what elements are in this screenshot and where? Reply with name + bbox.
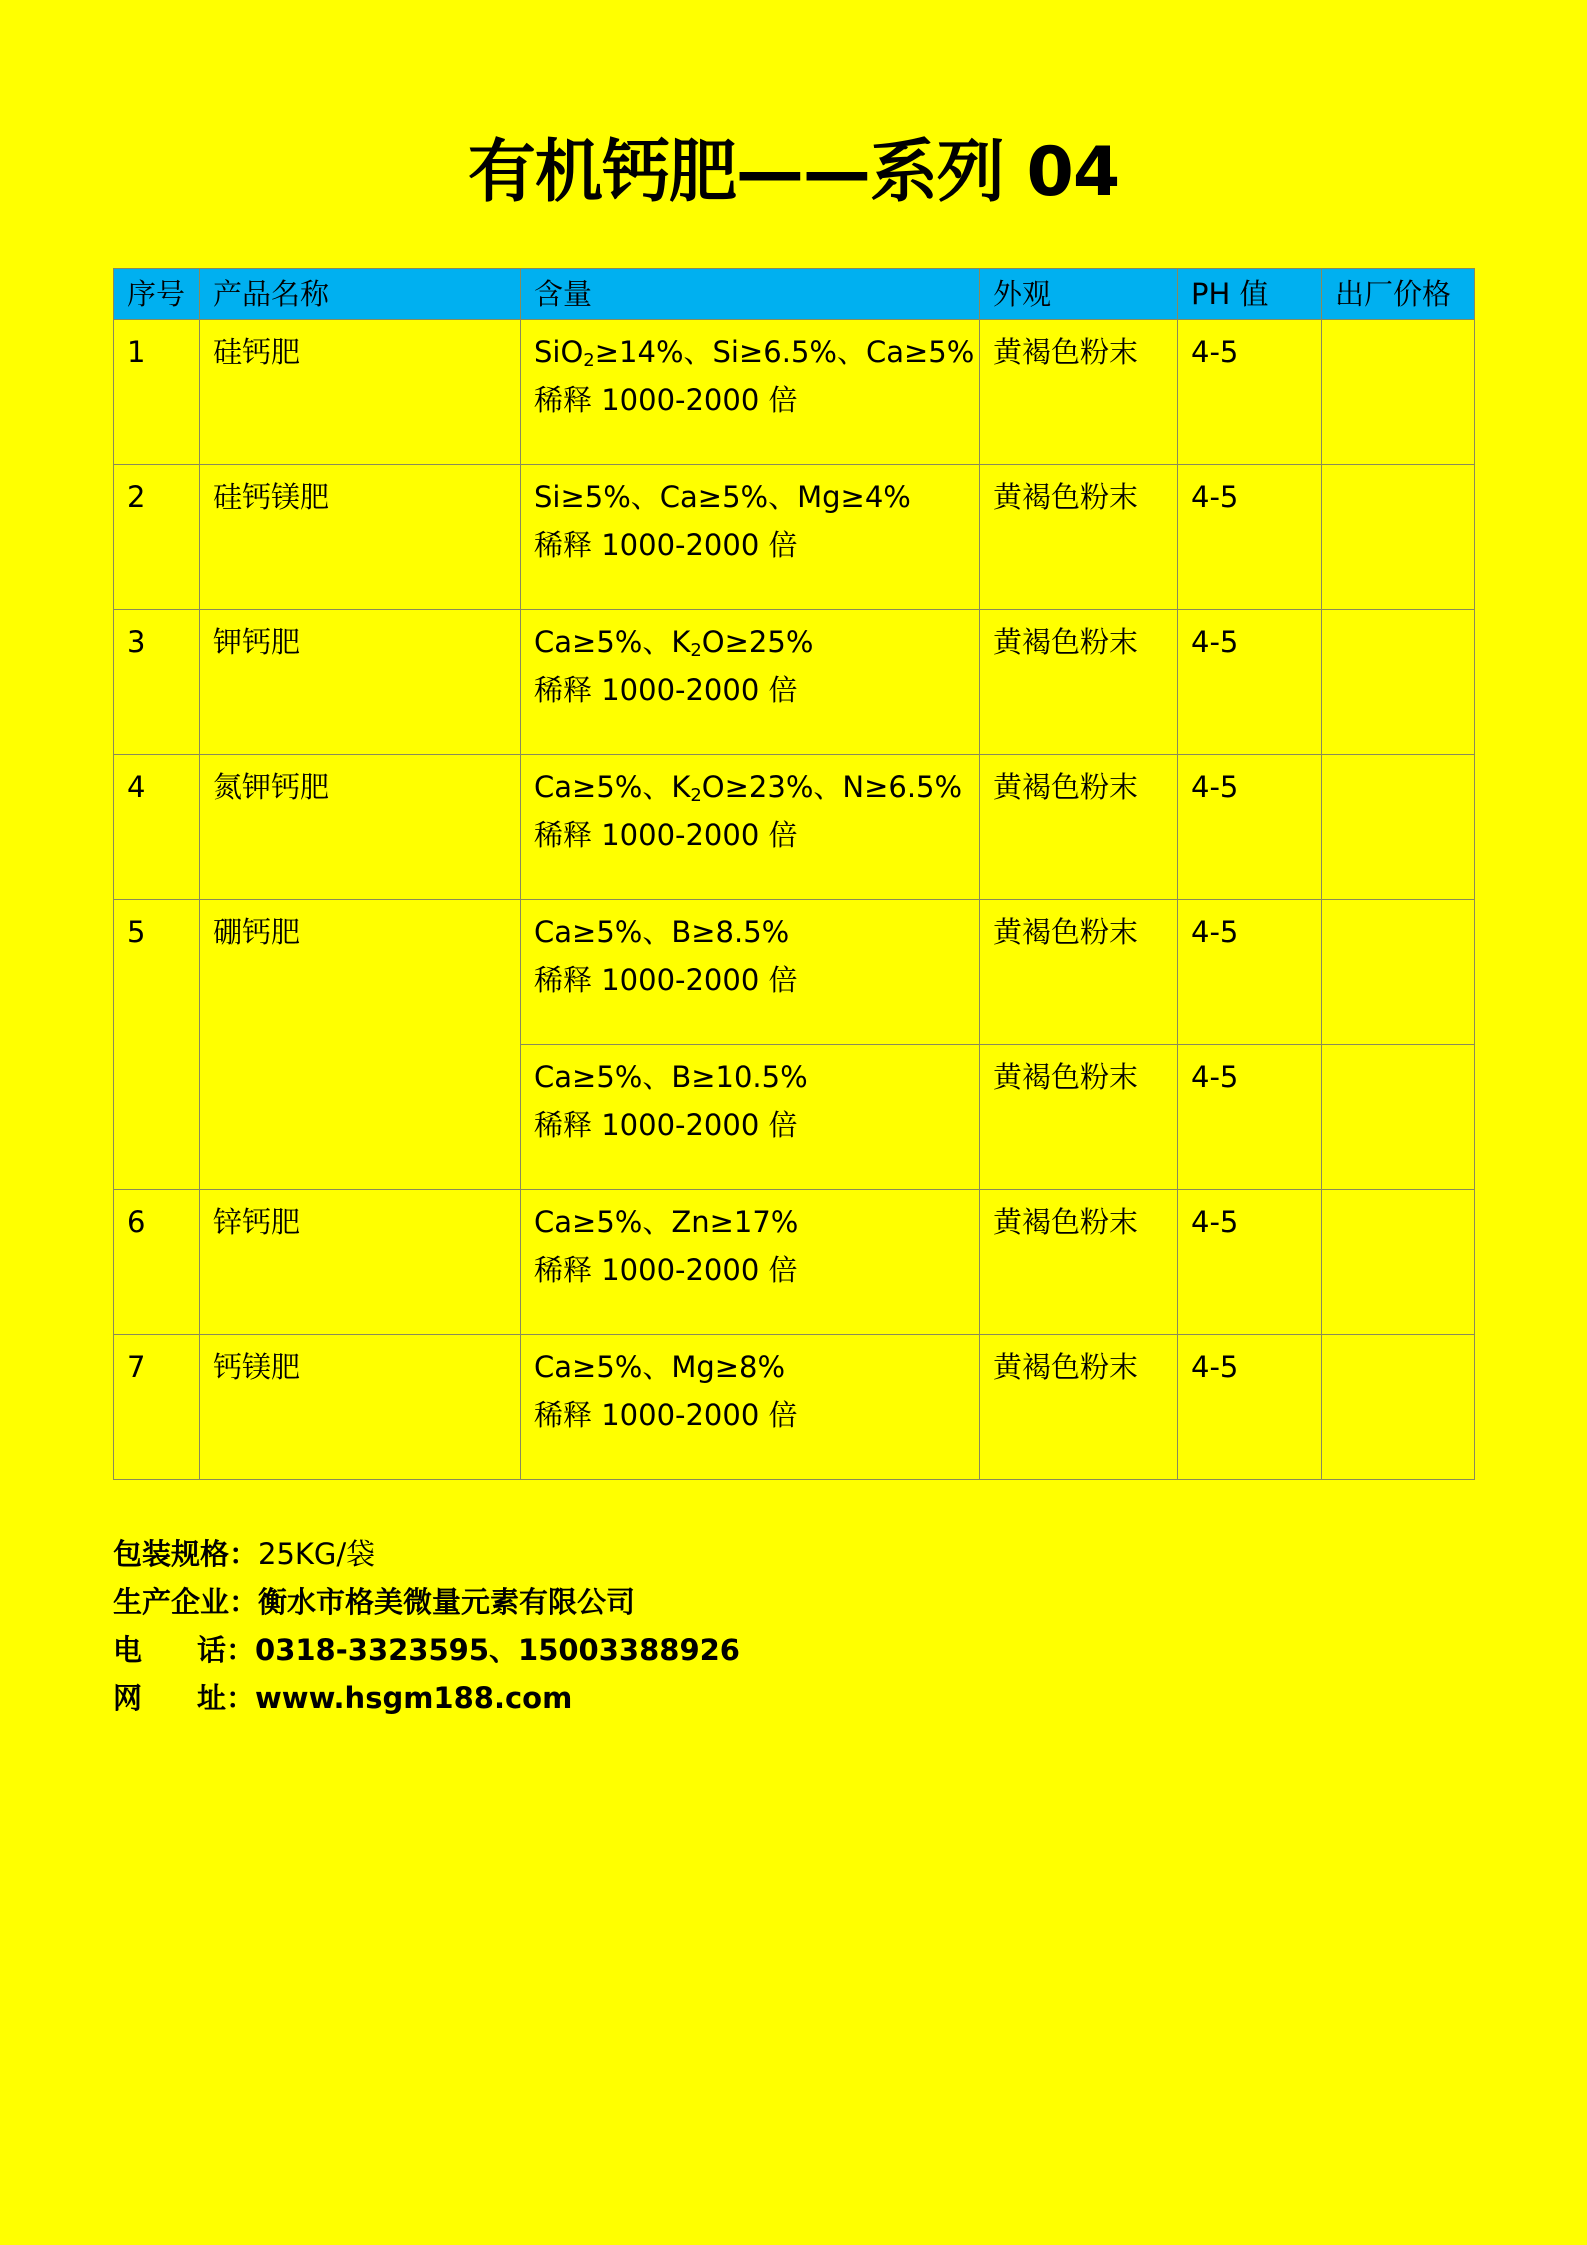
- content-dilution: 稀释 1000-2000 倍: [534, 383, 798, 417]
- table-row: [114, 320, 1475, 465]
- table-body: [114, 320, 1475, 1480]
- cell-price: [1322, 320, 1475, 465]
- cell-no: 5: [114, 900, 200, 1190]
- cell-appearance: 黄褐色粉末: [980, 755, 1178, 900]
- cell-price: [1322, 1335, 1475, 1480]
- cell-price: [1322, 1045, 1475, 1190]
- page-title: 有机钙肥——系列 04: [467, 133, 1120, 212]
- cell-product-name: 钾钙肥: [200, 610, 521, 755]
- table-row: [114, 465, 1475, 610]
- cell-appearance: 黄褐色粉末: [980, 900, 1178, 1045]
- cell-product-name: 钙镁肥: [200, 1335, 521, 1480]
- cell-content: [521, 1190, 980, 1335]
- table-row: [114, 755, 1475, 900]
- table-row: [114, 1335, 1475, 1480]
- header-ph: PH 值: [1178, 269, 1322, 320]
- cell-ph: 4-5: [1178, 1335, 1322, 1480]
- cell-content: [521, 900, 980, 1045]
- content-dilution: 稀释 1000-2000 倍: [534, 818, 798, 852]
- content-formula: Ca≥5%、B≥10.5%: [534, 1060, 808, 1094]
- header-name: 产品名称: [200, 269, 521, 320]
- cell-price: [1322, 755, 1475, 900]
- cell-ph: 4-5: [1178, 320, 1322, 465]
- cell-appearance: 黄褐色粉末: [980, 610, 1178, 755]
- packaging-label: 包装规格：: [113, 1537, 259, 1571]
- footer-info: [113, 1530, 740, 1722]
- packaging-value: 25KG/袋: [258, 1537, 376, 1571]
- cell-content: [521, 610, 980, 755]
- cell-product-name: 硼钙肥: [200, 900, 521, 1190]
- cell-content: [521, 465, 980, 610]
- header-no: 序号: [114, 269, 200, 320]
- cell-no: 2: [114, 465, 200, 610]
- cell-appearance: 黄褐色粉末: [980, 465, 1178, 610]
- content-formula: Ca≥5%、B≥8.5%: [534, 915, 790, 949]
- content-dilution: 稀释 1000-2000 倍: [534, 1108, 798, 1142]
- content-formula: Si≥5%、Ca≥5%、Mg≥4%: [534, 480, 911, 514]
- cell-appearance: 黄褐色粉末: [980, 1045, 1178, 1190]
- table-row: [114, 610, 1475, 755]
- web-label-b: 址：: [197, 1681, 256, 1715]
- cell-ph: 4-5: [1178, 900, 1322, 1045]
- table-row: [114, 1190, 1475, 1335]
- phone-label-a: 电: [113, 1633, 143, 1667]
- cell-product-name: 氮钾钙肥: [200, 755, 521, 900]
- content-dilution: 稀释 1000-2000 倍: [534, 963, 798, 997]
- content-dilution: 稀释 1000-2000 倍: [534, 1253, 798, 1287]
- cell-ph: 4-5: [1178, 465, 1322, 610]
- phone-value: 0318-3323595、15003388926: [255, 1633, 740, 1667]
- cell-price: [1322, 900, 1475, 1045]
- company-value: 衡水市格美微量元素有限公司: [258, 1585, 636, 1619]
- cell-ph: 4-5: [1178, 1045, 1322, 1190]
- cell-appearance: 黄褐色粉末: [980, 320, 1178, 465]
- phone-label-b: 话：: [197, 1633, 256, 1667]
- phone-row: [113, 1626, 740, 1674]
- website-value: www.hsgm188.com: [255, 1681, 573, 1715]
- cell-product-name: 锌钙肥: [200, 1190, 521, 1335]
- cell-no: 3: [114, 610, 200, 755]
- content-dilution: 稀释 1000-2000 倍: [534, 528, 798, 562]
- web-label-a: 网: [113, 1681, 143, 1715]
- content-formula: Ca≥5%、Zn≥17%: [534, 1205, 799, 1239]
- cell-no: 6: [114, 1190, 200, 1335]
- product-table: [113, 268, 1475, 1480]
- company-label: 生产企业：: [113, 1585, 259, 1619]
- content-dilution: 稀释 1000-2000 倍: [534, 1398, 798, 1432]
- content-formula: Ca≥5%、Mg≥8%: [534, 1350, 786, 1384]
- content-formula: Ca≥5%、$K_2O\ge 23\%$、N≥6.5%: [534, 770, 963, 806]
- content-formula: SiO$_2$≥14%、Si≥6.5%、Ca≥5%: [534, 335, 975, 371]
- cell-appearance: 黄褐色粉末: [980, 1190, 1178, 1335]
- content-dilution: 稀释 1000-2000 倍: [534, 673, 798, 707]
- table-row: [114, 900, 1475, 1045]
- cell-product-name: 硅钙镁肥: [200, 465, 521, 610]
- cell-no: 1: [114, 320, 200, 465]
- table-header-row: [114, 269, 1475, 320]
- company-row: [113, 1578, 740, 1626]
- cell-ph: 4-5: [1178, 755, 1322, 900]
- header-price: 出厂价格: [1322, 269, 1475, 320]
- header-content: 含量: [521, 269, 980, 320]
- cell-price: [1322, 610, 1475, 755]
- cell-product-name: 硅钙肥: [200, 320, 521, 465]
- cell-price: [1322, 1190, 1475, 1335]
- packaging-row: [113, 1530, 740, 1578]
- cell-no: 4: [114, 755, 200, 900]
- cell-price: [1322, 465, 1475, 610]
- cell-no: 7: [114, 1335, 200, 1480]
- cell-appearance: 黄褐色粉末: [980, 1335, 1178, 1480]
- cell-content: [521, 1045, 980, 1190]
- header-appearance: 外观: [980, 269, 1178, 320]
- content-formula: Ca≥5%、$K_2O\ge 25\%$: [534, 625, 814, 661]
- cell-content: [521, 755, 980, 900]
- cell-content: [521, 1335, 980, 1480]
- cell-content: [521, 320, 980, 465]
- cell-ph: 4-5: [1178, 610, 1322, 755]
- website-row: [113, 1674, 740, 1722]
- cell-ph: 4-5: [1178, 1190, 1322, 1335]
